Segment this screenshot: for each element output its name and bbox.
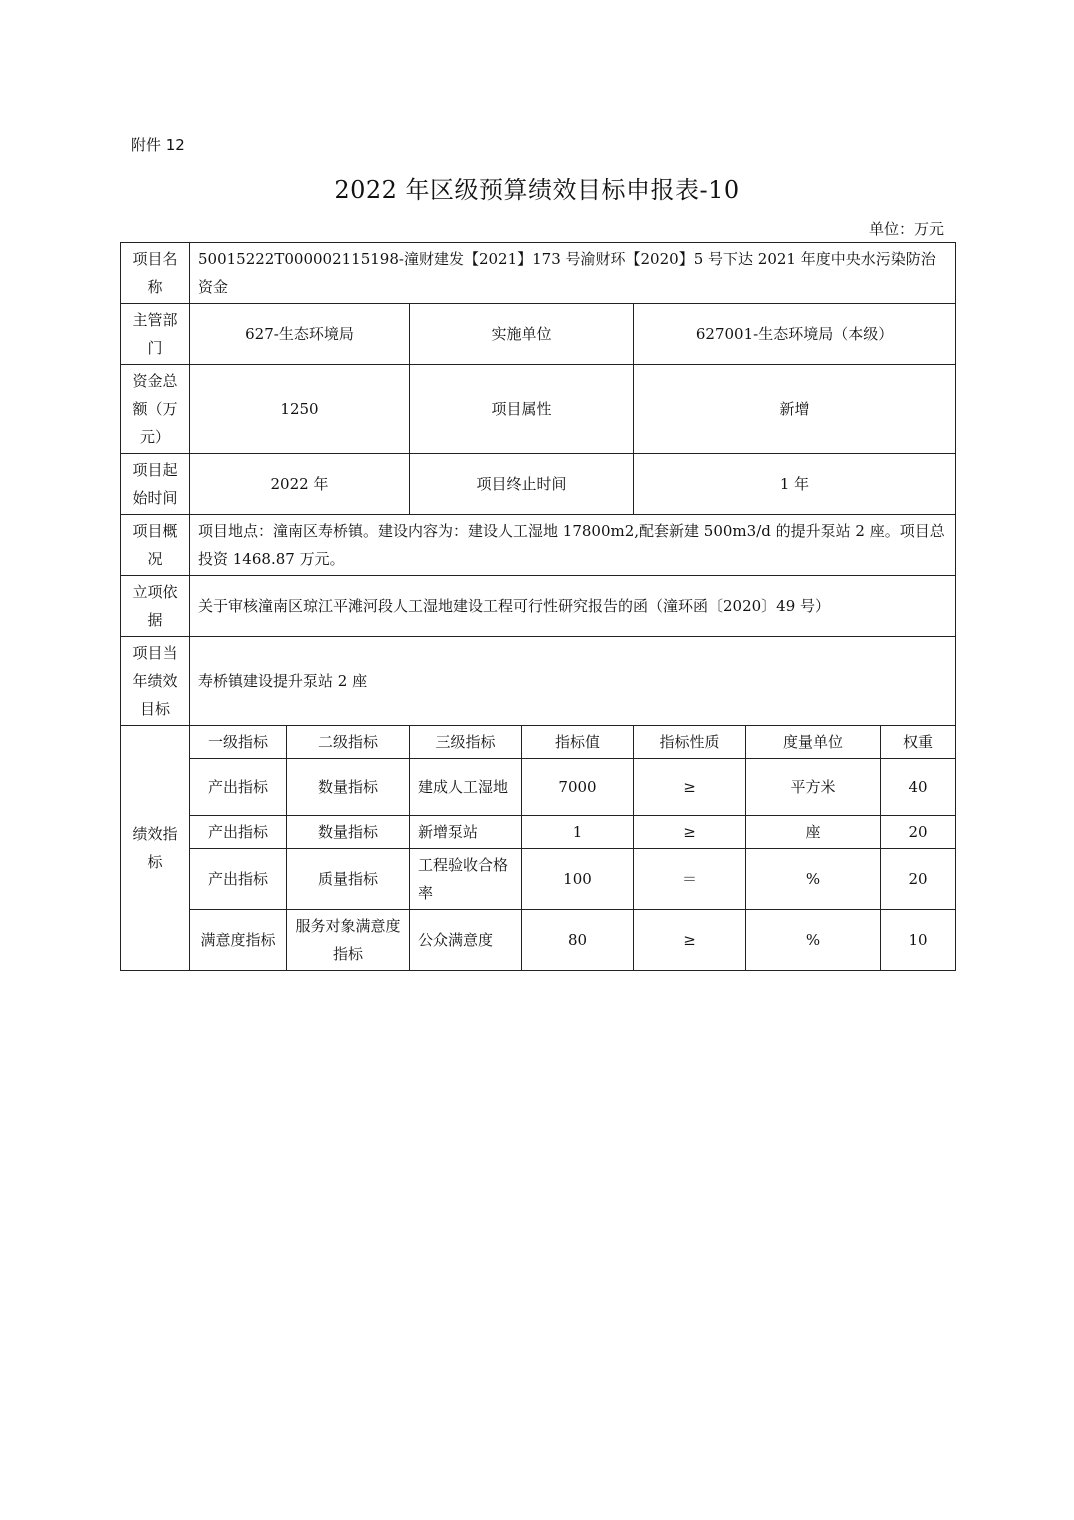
indicator-nature: ≥ [634,816,746,849]
indicator-header-row [121,726,956,759]
row-overview [121,515,956,576]
indicator-level1: 产出指标 [190,816,287,849]
indicator-weight: 40 [881,759,956,816]
indicator-row [121,759,956,816]
implementing-unit-label: 实施单位 [410,304,634,365]
attachment-number: 附件 12 [131,136,185,154]
indicator-level3: 公众满意度 [410,910,522,971]
indicator-level1: 满意度指标 [190,910,287,971]
end-time-value: 1 年 [634,454,956,515]
basis-value: 关于审核潼南区琼江平滩河段人工湿地建设工程可行性研究报告的函（潼环函〔2020〕49 号） [190,576,956,637]
row-time [121,454,956,515]
overview-label: 项目概况 [121,515,190,576]
indicator-unit: % [746,849,881,910]
indicator-level3: 建成人工湿地 [410,759,522,816]
indicator-nature: ＝ [634,849,746,910]
indicators-section-label: 绩效指标 [121,726,190,971]
overview-value: 项目地点：潼南区寿桥镇。建设内容为：建设人工湿地 17800m2,配套新建 500m3/d 的提升泵站 2 座。项目总投资 1468.87 万元。 [190,515,956,576]
indicator-weight: 20 [881,849,956,910]
indicator-value: 7000 [522,759,634,816]
start-time-label: 项目起始时间 [121,454,190,515]
header-level2: 二级指标 [287,726,410,759]
indicator-row [121,910,956,971]
indicator-unit: 座 [746,816,881,849]
header-level1: 一级指标 [190,726,287,759]
unit-note: 单位：万元 [868,220,944,238]
row-project-name [121,243,956,304]
project-name-label: 项目名称 [121,243,190,304]
indicator-nature: ≥ [634,910,746,971]
indicator-nature: ≥ [634,759,746,816]
annual-target-label: 项目当年绩效目标 [121,637,190,726]
indicator-unit: 平方米 [746,759,881,816]
basis-label: 立项依据 [121,576,190,637]
end-time-label: 项目终止时间 [410,454,634,515]
row-fund [121,365,956,454]
header-weight: 权重 [881,726,956,759]
indicator-value: 100 [522,849,634,910]
header-unit: 度量单位 [746,726,881,759]
indicator-level3: 新增泵站 [410,816,522,849]
row-basis [121,576,956,637]
page-title: 2022 年区级预算绩效目标申报表-10 [334,176,740,204]
department-value: 627-生态环境局 [190,304,410,365]
indicator-level2: 数量指标 [287,759,410,816]
indicator-level3: 工程验收合格率 [410,849,522,910]
row-department [121,304,956,365]
department-label: 主管部门 [121,304,190,365]
budget-performance-table [120,242,956,971]
fund-total-label: 资金总额（万元） [121,365,190,454]
row-annual-target [121,637,956,726]
indicator-level2: 数量指标 [287,816,410,849]
fund-total-value: 1250 [190,365,410,454]
project-attribute-value: 新增 [634,365,956,454]
implementing-unit-value: 627001-生态环境局（本级） [634,304,956,365]
indicator-value: 80 [522,910,634,971]
annual-target-value: 寿桥镇建设提升泵站 2 座 [190,637,956,726]
start-time-value: 2022 年 [190,454,410,515]
indicator-row [121,816,956,849]
project-attribute-label: 项目属性 [410,365,634,454]
indicator-weight: 20 [881,816,956,849]
indicator-level1: 产出指标 [190,759,287,816]
header-value: 指标值 [522,726,634,759]
header-level3: 三级指标 [410,726,522,759]
indicator-row [121,849,956,910]
indicator-level2: 服务对象满意度指标 [287,910,410,971]
indicator-level1: 产出指标 [190,849,287,910]
indicator-level2: 质量指标 [287,849,410,910]
indicator-unit: % [746,910,881,971]
indicator-value: 1 [522,816,634,849]
indicator-weight: 10 [881,910,956,971]
project-name-value: 50015222T000002115198-潼财建发【2021】173 号渝财环【2020】5 号下达 2021 年度中央水污染防治资金 [190,243,956,304]
header-nature: 指标性质 [634,726,746,759]
